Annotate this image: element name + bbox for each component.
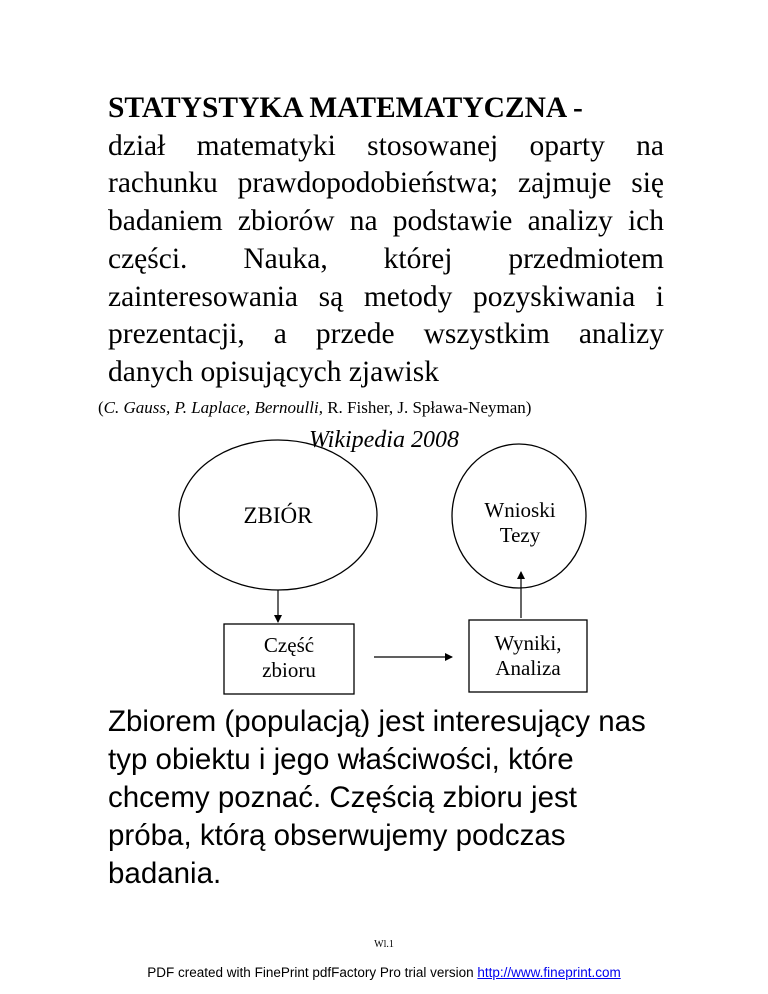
definition-paragraph xyxy=(108,90,664,392)
authors-italic-names: C. Gauss, P. Laplace, Bernoulli, xyxy=(103,398,323,417)
pdf-footer xyxy=(0,964,768,982)
wnioski-label-line1: Wnioski xyxy=(484,498,556,522)
wyniki-label-line2: Analiza xyxy=(495,656,561,680)
page-number: Wl.1 xyxy=(374,939,394,950)
summary-paragraph: Zbiorem (populacją) jest interesujący nas typ obiektu i jego właściwości, które chcemy poznać. Częścią zbioru jest próba, którą obserwujemy podczas badania. xyxy=(108,705,646,890)
czesc-label-line2: zbioru xyxy=(262,658,316,682)
authors-open-paren: ( xyxy=(98,398,104,417)
wyniki-label-line1: Wyniki, xyxy=(494,631,562,655)
authors-plain-names: R. Fisher, J. Spława-Neyman) xyxy=(322,398,532,417)
wnioski-label-line2: Tezy xyxy=(499,523,541,547)
authors-line xyxy=(98,398,698,418)
definition-term: STATYSTYKA MATEMATYCZNA - xyxy=(108,92,583,124)
czesc-label xyxy=(224,633,354,683)
zbior-label: ZBIÓR xyxy=(243,503,313,528)
wyniki-label xyxy=(469,631,587,681)
source-citation: Wikipedia 2008 xyxy=(309,427,459,453)
wnioski-label xyxy=(462,498,578,548)
definition-text: dział matematyki stosowanej oparty na rachunku prawdopodobieństwa; zajmuje się badaniem zbiorów na podstawie analizy ich części. Nauka, której przedmiotem zainteresowania są metody pozyskiwania i prezentacji, a przede wszystkim analizy danych opisujących zjawisk xyxy=(108,129,664,388)
footer-text: PDF created with FinePrint pdfFactory Pro trial version xyxy=(147,965,478,980)
czesc-label-line1: Część xyxy=(263,633,315,657)
footer-link[interactable]: http://www.fineprint.com xyxy=(477,965,621,980)
